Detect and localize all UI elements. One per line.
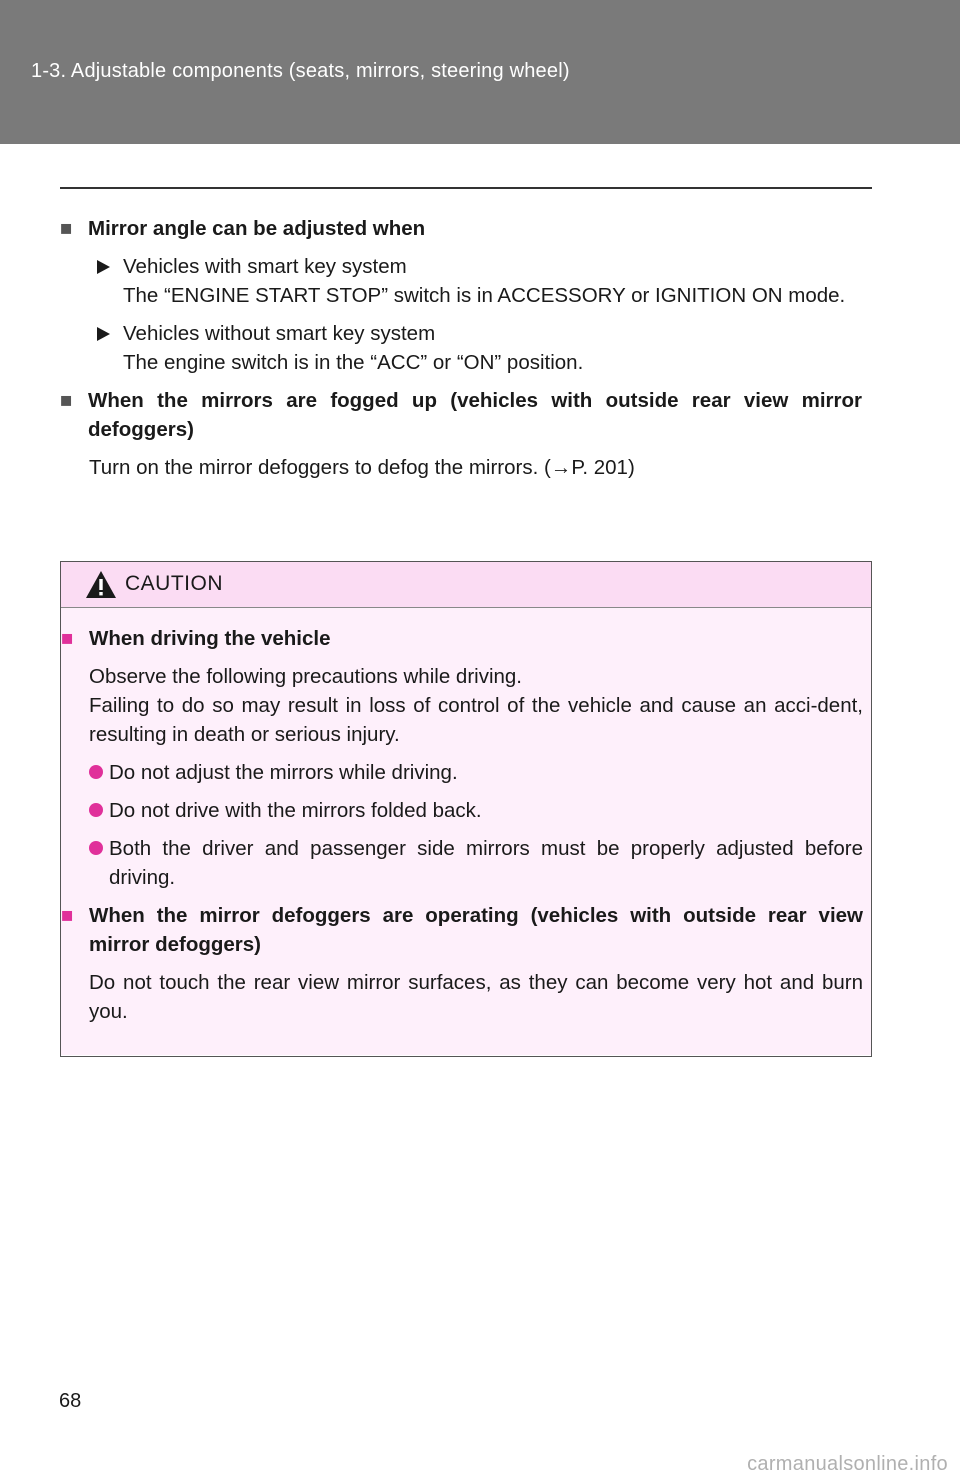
caution-bullet: Do not drive with the mirrors folded back. — [89, 796, 863, 825]
watermark: carmanualsonline.info — [747, 1453, 948, 1475]
circle-bullet-icon — [89, 758, 109, 787]
header-rule — [60, 187, 872, 189]
page-reference: P. 201) — [571, 456, 635, 479]
square-bullet-icon: ■ — [61, 627, 74, 650]
circle-bullet-icon — [89, 834, 109, 892]
caution-heading: ■ When the mirror defoggers are operating (vehicles with outside rear view mirror defoggers) — [61, 901, 863, 959]
condition-item — [95, 252, 862, 310]
condition-text: The “ENGINE START STOP” switch is in ACCESSORY or IGNITION ON mode. — [123, 284, 846, 307]
main-content — [60, 214, 862, 491]
square-bullet-icon: ■ — [60, 389, 73, 412]
page-number: 68 — [59, 1390, 82, 1412]
condition-label: Vehicles without smart key system — [123, 322, 436, 345]
square-bullet-icon: ■ — [60, 217, 73, 240]
section-heading: ■ Mirror angle can be adjusted when — [60, 214, 862, 243]
body-paragraph: Turn on the mirror defoggers to defog the mirrors. (→P. 201) — [89, 456, 635, 479]
square-bullet-icon: ■ — [61, 904, 74, 927]
condition-item — [95, 319, 862, 377]
section-heading: ■ When the mirrors are fogged up (vehicles with outside rear view mirror defoggers) — [60, 386, 862, 444]
triangle-bullet-icon — [95, 319, 123, 377]
caution-heading: ■ When driving the vehicle — [61, 624, 863, 653]
circle-bullet-icon — [89, 796, 109, 825]
page-header — [0, 0, 960, 144]
condition-label: Vehicles with smart key system — [123, 255, 407, 278]
condition-text: The engine switch is in the “ACC” or “ON” position. — [123, 351, 584, 374]
caution-bullet: Both the driver and passenger side mirrors must be properly adjusted before driving. — [89, 834, 863, 892]
header-title: 1-3. Adjustable components (seats, mirrors, steering wheel) — [31, 60, 570, 82]
caution-header — [61, 562, 871, 608]
caution-body — [61, 608, 871, 1055]
caution-paragraph: Observe the following precautions while driving. Failing to do so may result in loss of control of the vehicle and cause an acci-dent, resulting in death or serious injury. — [89, 665, 863, 746]
arrow-icon: → — [550, 456, 572, 479]
warning-triangle-icon — [85, 570, 117, 599]
caution-paragraph: Do not touch the rear view mirror surfaces, as they can become very hot and burn you. — [89, 971, 863, 1023]
caution-label: CAUTION — [125, 572, 223, 595]
caution-bullet: Do not adjust the mirrors while driving. — [89, 758, 863, 787]
caution-box — [60, 561, 872, 1057]
triangle-bullet-icon — [95, 252, 123, 310]
